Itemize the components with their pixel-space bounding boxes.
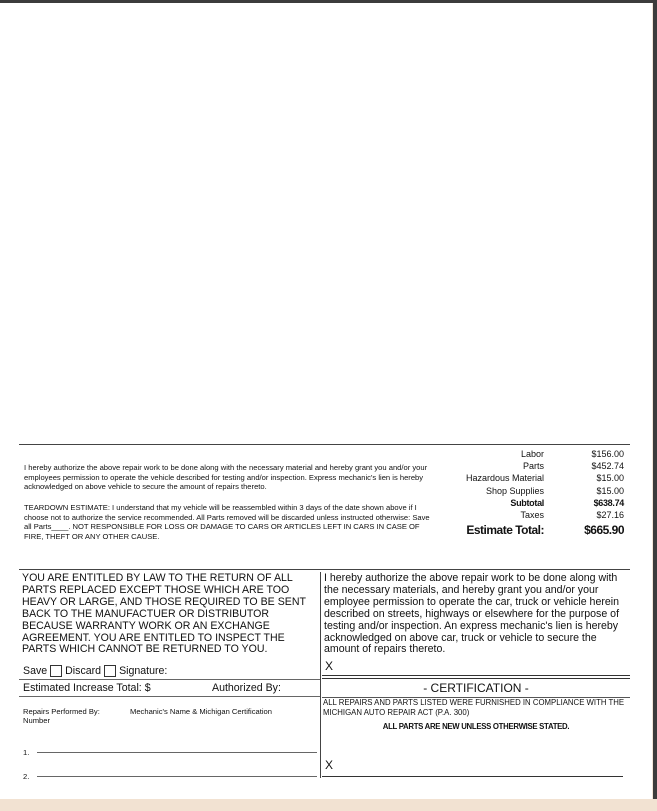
- estimate-total-label: Estimate Total:: [466, 523, 544, 538]
- estimate-total-value: $665.90: [584, 523, 624, 538]
- totals-row-parts: [440, 461, 630, 473]
- shop-supplies-value: $15.00: [596, 485, 624, 496]
- save-checkbox[interactable]: [50, 665, 62, 677]
- save-label: Save: [23, 665, 48, 677]
- labor-label: Labor: [520, 449, 544, 459]
- totals-row-subtotal: [440, 498, 630, 510]
- divider: [19, 696, 320, 697]
- signature-mark: X: [325, 659, 334, 673]
- totals-row-labor: [440, 449, 630, 461]
- totals-table: [440, 449, 630, 539]
- hazardous-label: Hazardous Material: [465, 473, 544, 484]
- shop-supplies-label: Shop Supplies: [485, 485, 544, 496]
- mechanic-certification-label: Mechanic's Name & Michigan Certification: [130, 707, 272, 716]
- certification-signature-line[interactable]: [322, 776, 623, 777]
- totals-row-hazardous: [440, 473, 630, 485]
- estimated-increase-label: Estimated Increase Total: $: [23, 682, 151, 694]
- parts-label: Parts: [522, 461, 544, 472]
- totals-row-taxes: [440, 510, 630, 522]
- authorized-by-label: Authorized By:: [212, 682, 281, 694]
- hazardous-value: $15.00: [596, 473, 624, 484]
- discard-checkbox[interactable]: [104, 665, 116, 677]
- mechanic-entry-line[interactable]: [37, 776, 317, 777]
- signature-label: Signature:: [119, 665, 168, 677]
- parts-return-notice: YOU ARE ENTITLED BY LAW TO THE RETURN OF ALL PARTS REPLACED EXCEPT THOSE WHICH ARE TOO HEAVY OR LARGE, AND THOSE REQUIRED TO BE SENT BACK TO THE MANUFACTUER OR DISTRIBUTOR BECAUSE WARRANTY WORK OR AN EXCHANGE AGREEMENT. YOU ARE ENTITLED TO INSPECT THE PARTS WHICH CANNOT BE RETURNED TO YOU.: [22, 572, 306, 656]
- viewer-background: [0, 799, 657, 811]
- certification-text: ALL REPAIRS AND PARTS LISTED WERE FURNISHED IN COMPLIANCE WITH THE MICHIGAN AUTO REPAIR ACT (P.A. 300): [323, 698, 625, 717]
- discard-label: Discard: [65, 665, 102, 677]
- parts-new-statement: ALL PARTS ARE NEW UNLESS OTHERWISE STATED.: [382, 722, 570, 731]
- signature-mark: X: [325, 758, 334, 772]
- parts-value: $452.74: [591, 461, 624, 472]
- mechanic-entry-line[interactable]: [37, 752, 317, 753]
- window-right-edge: [653, 0, 657, 811]
- section-divider: [19, 444, 630, 445]
- divider: [19, 679, 320, 680]
- divider: [322, 678, 630, 679]
- certification-title: - CERTIFICATION -: [423, 681, 529, 695]
- subtotal-value: $638.74: [593, 497, 624, 508]
- taxes-label: Taxes: [520, 509, 544, 520]
- taxes-value: $27.16: [596, 509, 624, 520]
- repair-line-number: 1.: [23, 748, 30, 757]
- vehicle-authorization-text: I hereby authorize the above repair work to be done along with the necessary materials, and hereby grant you and/or your employee permission to operate the car, truck or vehicle herein described on streets, highways or elsewhere for the purpose of testing and/or inspection. An express mechanic's lien is hereby acknowledged on above car, truck or vehicle to secure the amount of repairs thereto.: [324, 572, 620, 656]
- box-vertical-divider: [320, 572, 321, 778]
- labor-value: $156.00: [591, 449, 624, 459]
- parts-disposition-options: [23, 665, 167, 677]
- repairs-performed-by-label: Repairs Performed By: Number: [23, 707, 100, 725]
- customer-signature-line[interactable]: [322, 675, 630, 676]
- authorization-paragraph: I hereby authorize the above repair work to be done along with the necessary material and hereby grant you and/or your employees permission to operate the vehicle described for testing and/or inspection. Express mechanic's lien is hereby acknowledged on above vehicle to secure the amount of repairs thereto.: [24, 463, 428, 492]
- subtotal-label: Subtotal: [510, 497, 544, 508]
- teardown-estimate-paragraph: TEARDOWN ESTIMATE: I understand that my vehicle will be reassembled within 3 days of the date shown above if I choose not to authorize the service recommended. All Parts removed will be discarded unless instructed otherwise: Save all Parts____. NOT RESPONSIBLE FOR LOSS OR DAMAGE TO CARS OR ARTICLES LEFT IN CARS IN CASE OF FIRE, THEFT OR ANY OTHER CAUSE.: [24, 503, 430, 541]
- totals-row-shop-supplies: [440, 486, 630, 498]
- repair-line-number: 2.: [23, 772, 30, 781]
- totals-row-estimate: [440, 523, 630, 539]
